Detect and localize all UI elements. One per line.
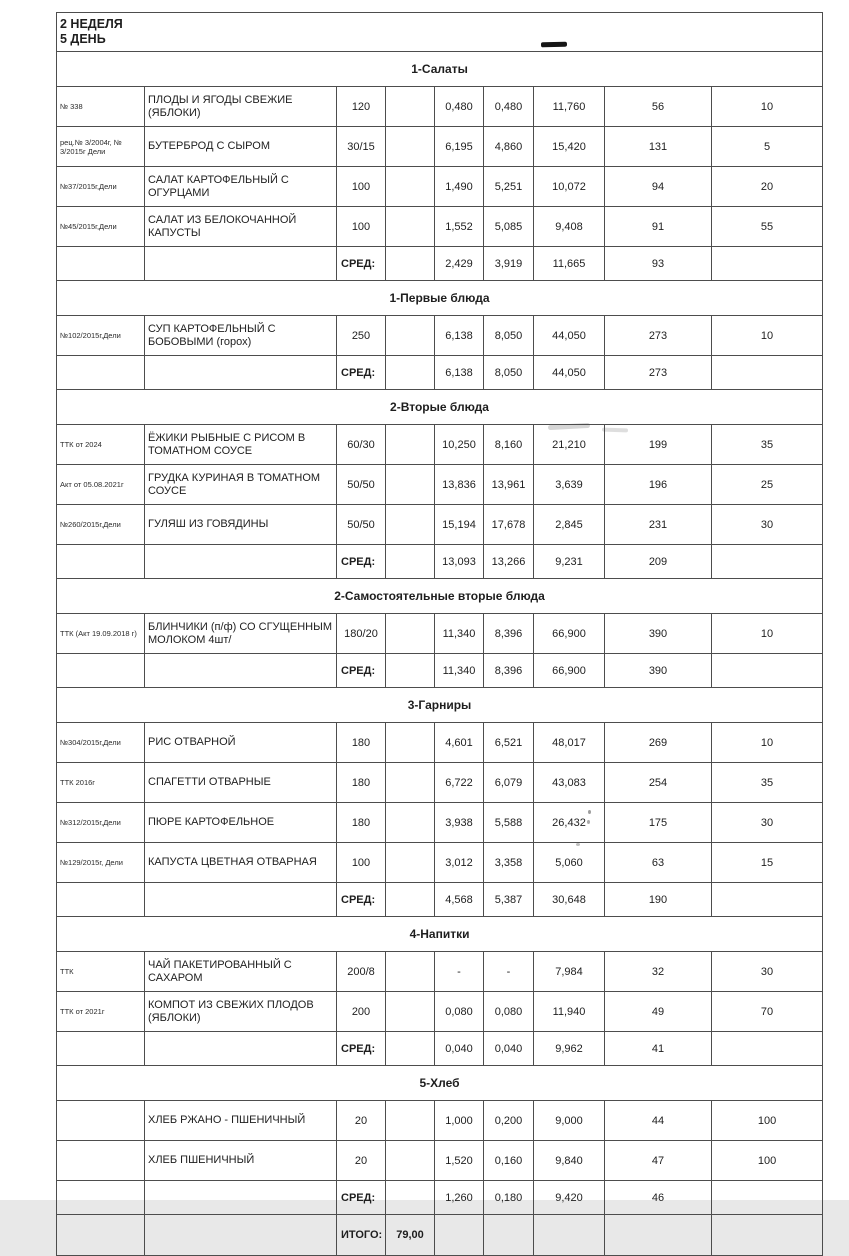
cell-value-2: 0,040 — [484, 1032, 534, 1066]
average-row — [57, 545, 823, 579]
cell-value-5 — [712, 1032, 823, 1066]
average-row — [57, 1032, 823, 1066]
cell-value-3 — [534, 1215, 605, 1256]
cell-value-4: 56 — [605, 87, 712, 127]
cell-value-4: 199 — [605, 425, 712, 465]
cell-extra — [386, 654, 435, 688]
cell-value-1: 6,138 — [435, 316, 484, 356]
cell-portion: 180/20 — [337, 614, 386, 654]
cell-value-2: 0,180 — [484, 1181, 534, 1215]
cell-extra — [386, 614, 435, 654]
cell-value-4: 41 — [605, 1032, 712, 1066]
cell-portion: ИТОГО: — [337, 1215, 386, 1256]
cell-value-4: 47 — [605, 1141, 712, 1181]
cell-extra — [386, 207, 435, 247]
cell-recipe-ref — [57, 654, 145, 688]
cell-extra — [386, 952, 435, 992]
cell-recipe-ref — [57, 1101, 145, 1141]
cell-extra — [386, 992, 435, 1032]
cell-value-1: 3,012 — [435, 843, 484, 883]
cell-recipe-ref: №129/2015г, Дели — [57, 843, 145, 883]
cell-value-1: 11,340 — [435, 654, 484, 688]
average-row — [57, 356, 823, 390]
cell-value-4: 254 — [605, 763, 712, 803]
dish-row — [57, 207, 823, 247]
cell-extra — [386, 723, 435, 763]
cell-value-1: 11,340 — [435, 614, 484, 654]
cell-extra — [386, 127, 435, 167]
cell-value-5: 10 — [712, 87, 823, 127]
day-label: 5 ДЕНЬ — [60, 32, 106, 46]
cell-value-1 — [435, 1215, 484, 1256]
cell-value-5: 10 — [712, 723, 823, 763]
cell-value-2: 6,521 — [484, 723, 534, 763]
cell-recipe-ref — [57, 883, 145, 917]
cell-portion: СРЕД: — [337, 1181, 386, 1215]
cell-value-5 — [712, 1215, 823, 1256]
cell-extra — [386, 465, 435, 505]
cell-portion: 20 — [337, 1101, 386, 1141]
cell-dish-name: КОМПОТ ИЗ СВЕЖИХ ПЛОДОВ (ЯБЛОКИ) — [145, 992, 337, 1032]
cell-value-5: 100 — [712, 1141, 823, 1181]
total-row — [57, 1215, 823, 1256]
cell-extra — [386, 545, 435, 579]
cell-dish-name: ПЛОДЫ И ЯГОДЫ СВЕЖИЕ (ЯБЛОКИ) — [145, 87, 337, 127]
menu-table — [56, 12, 823, 1256]
cell-dish-name: ПЮРЕ КАРТОФЕЛЬНОЕ — [145, 803, 337, 843]
cell-value-1: 4,601 — [435, 723, 484, 763]
cell-value-3: 9,962 — [534, 1032, 605, 1066]
cell-value-1: 0,080 — [435, 992, 484, 1032]
cell-value-4: 91 — [605, 207, 712, 247]
dish-row — [57, 167, 823, 207]
cell-extra — [386, 505, 435, 545]
cell-extra — [386, 803, 435, 843]
cell-value-1: 1,000 — [435, 1101, 484, 1141]
cell-value-3: 9,840 — [534, 1141, 605, 1181]
cell-value-3: 9,000 — [534, 1101, 605, 1141]
cell-portion: 100 — [337, 843, 386, 883]
cell-dish-name: САЛАТ ИЗ БЕЛОКОЧАННОЙ КАПУСТЫ — [145, 207, 337, 247]
cell-dish-name: СУП КАРТОФЕЛЬНЫЙ С БОБОВЫМИ (горох) — [145, 316, 337, 356]
cell-value-1: 0,040 — [435, 1032, 484, 1066]
dish-row — [57, 1141, 823, 1181]
cell-value-2: 8,396 — [484, 614, 534, 654]
cell-value-5: 10 — [712, 614, 823, 654]
cell-value-4: 273 — [605, 356, 712, 390]
dish-row — [57, 425, 823, 465]
cell-recipe-ref: № 338 — [57, 87, 145, 127]
cell-dish-name — [145, 247, 337, 281]
cell-value-5 — [712, 247, 823, 281]
cell-dish-name: ХЛЕБ РЖАНО - ПШЕНИЧНЫЙ — [145, 1101, 337, 1141]
cell-extra — [386, 1101, 435, 1141]
cell-value-3: 3,639 — [534, 465, 605, 505]
cell-portion: 120 — [337, 87, 386, 127]
cell-portion: 100 — [337, 207, 386, 247]
cell-value-3: 66,900 — [534, 614, 605, 654]
section-title: 5-Хлеб — [57, 1066, 823, 1101]
cell-value-3: 9,408 — [534, 207, 605, 247]
cell-value-4: 273 — [605, 316, 712, 356]
cell-extra: 79,00 — [386, 1215, 435, 1256]
cell-dish-name — [145, 1181, 337, 1215]
cell-portion: 200/8 — [337, 952, 386, 992]
cell-dish-name: ГУЛЯШ ИЗ ГОВЯДИНЫ — [145, 505, 337, 545]
cell-value-2: 8,050 — [484, 316, 534, 356]
cell-recipe-ref: ТТК (Акт 19.09.2018 г) — [57, 614, 145, 654]
cell-value-1: 6,195 — [435, 127, 484, 167]
cell-value-1: 2,429 — [435, 247, 484, 281]
cell-value-2: 0,200 — [484, 1101, 534, 1141]
cell-value-5 — [712, 883, 823, 917]
cell-value-4: 175 — [605, 803, 712, 843]
cell-value-4: 49 — [605, 992, 712, 1032]
cell-extra — [386, 883, 435, 917]
cell-dish-name: САЛАТ КАРТОФЕЛЬНЫЙ С ОГУРЦАМИ — [145, 167, 337, 207]
cell-value-1: 3,938 — [435, 803, 484, 843]
cell-portion: 60/30 — [337, 425, 386, 465]
cell-portion: 50/50 — [337, 465, 386, 505]
cell-value-1: 1,260 — [435, 1181, 484, 1215]
cell-value-2: 17,678 — [484, 505, 534, 545]
dish-row — [57, 723, 823, 763]
cell-extra — [386, 1032, 435, 1066]
average-row — [57, 883, 823, 917]
cell-value-5: 35 — [712, 763, 823, 803]
cell-value-2: 5,251 — [484, 167, 534, 207]
cell-value-4: 44 — [605, 1101, 712, 1141]
cell-value-1: 1,490 — [435, 167, 484, 207]
cell-value-3: 48,017 — [534, 723, 605, 763]
cell-value-4: 196 — [605, 465, 712, 505]
cell-value-1: 1,552 — [435, 207, 484, 247]
cell-value-4: 190 — [605, 883, 712, 917]
cell-value-3: 15,420 — [534, 127, 605, 167]
section-header-row — [57, 52, 823, 87]
section-header-row — [57, 1066, 823, 1101]
cell-value-2 — [484, 1215, 534, 1256]
section-header-row — [57, 390, 823, 425]
dish-row — [57, 763, 823, 803]
cell-value-5: 15 — [712, 843, 823, 883]
dish-row — [57, 316, 823, 356]
cell-recipe-ref — [57, 1215, 145, 1256]
cell-dish-name: ЁЖИКИ РЫБНЫЕ С РИСОМ В ТОМАТНОМ СОУСЕ — [145, 425, 337, 465]
section-title: 2-Самостоятельные вторые блюда — [57, 579, 823, 614]
section-title: 4-Напитки — [57, 917, 823, 952]
cell-recipe-ref: ТТК 2016г — [57, 763, 145, 803]
cell-value-3: 44,050 — [534, 356, 605, 390]
cell-recipe-ref — [57, 247, 145, 281]
dish-row — [57, 843, 823, 883]
cell-recipe-ref: ТТК — [57, 952, 145, 992]
cell-recipe-ref: Акт от 05.08.2021г — [57, 465, 145, 505]
cell-value-3: 11,665 — [534, 247, 605, 281]
cell-value-1: 1,520 — [435, 1141, 484, 1181]
cell-value-4: 94 — [605, 167, 712, 207]
cell-portion: 180 — [337, 763, 386, 803]
cell-value-5 — [712, 356, 823, 390]
cell-portion: СРЕД: — [337, 247, 386, 281]
cell-value-2: 3,919 — [484, 247, 534, 281]
dish-row — [57, 803, 823, 843]
cell-portion: СРЕД: — [337, 654, 386, 688]
cell-value-4: 231 — [605, 505, 712, 545]
dish-row — [57, 992, 823, 1032]
cell-value-2: 3,358 — [484, 843, 534, 883]
cell-value-5: 30 — [712, 803, 823, 843]
cell-recipe-ref: №45/2015г,Дели — [57, 207, 145, 247]
average-row — [57, 247, 823, 281]
cell-dish-name — [145, 883, 337, 917]
cell-value-2: - — [484, 952, 534, 992]
cell-value-4: 390 — [605, 614, 712, 654]
cell-dish-name: СПАГЕТТИ ОТВАРНЫЕ — [145, 763, 337, 803]
cell-value-3: 66,900 — [534, 654, 605, 688]
cell-extra — [386, 1181, 435, 1215]
cell-value-4: 32 — [605, 952, 712, 992]
average-row — [57, 654, 823, 688]
cell-value-1: 13,836 — [435, 465, 484, 505]
cell-value-2: 13,961 — [484, 465, 534, 505]
cell-extra — [386, 247, 435, 281]
dish-row — [57, 1101, 823, 1141]
cell-portion: 20 — [337, 1141, 386, 1181]
cell-value-5: 25 — [712, 465, 823, 505]
cell-extra — [386, 356, 435, 390]
dish-row — [57, 465, 823, 505]
dish-row — [57, 127, 823, 167]
cell-dish-name — [145, 1215, 337, 1256]
cell-dish-name: КАПУСТА ЦВЕТНАЯ ОТВАРНАЯ — [145, 843, 337, 883]
cell-value-2: 5,588 — [484, 803, 534, 843]
cell-value-3: 11,760 — [534, 87, 605, 127]
cell-value-2: 0,080 — [484, 992, 534, 1032]
cell-value-1: 15,194 — [435, 505, 484, 545]
section-header-row — [57, 688, 823, 723]
cell-value-4: 46 — [605, 1181, 712, 1215]
cell-recipe-ref: ТТК от 2024 — [57, 425, 145, 465]
cell-value-3: 11,940 — [534, 992, 605, 1032]
cell-value-2: 6,079 — [484, 763, 534, 803]
cell-recipe-ref — [57, 1141, 145, 1181]
cell-value-1: 4,568 — [435, 883, 484, 917]
cell-dish-name — [145, 356, 337, 390]
cell-portion: СРЕД: — [337, 1032, 386, 1066]
dish-row — [57, 952, 823, 992]
cell-value-5: 30 — [712, 505, 823, 545]
cell-value-2: 5,387 — [484, 883, 534, 917]
cell-value-3: 26,432 — [534, 803, 605, 843]
cell-value-2: 5,085 — [484, 207, 534, 247]
cell-extra — [386, 1141, 435, 1181]
dish-row — [57, 505, 823, 545]
cell-extra — [386, 87, 435, 127]
dish-row — [57, 614, 823, 654]
cell-portion: СРЕД: — [337, 356, 386, 390]
cell-dish-name: ЧАЙ ПАКЕТИРОВАННЫЙ С САХАРОМ — [145, 952, 337, 992]
cell-dish-name — [145, 545, 337, 579]
cell-value-3: 43,083 — [534, 763, 605, 803]
cell-value-5: 30 — [712, 952, 823, 992]
cell-extra — [386, 316, 435, 356]
cell-value-1: - — [435, 952, 484, 992]
cell-recipe-ref: №312/2015г,Дели — [57, 803, 145, 843]
cell-value-1: 6,138 — [435, 356, 484, 390]
cell-value-2: 0,160 — [484, 1141, 534, 1181]
cell-dish-name: РИС ОТВАРНОЙ — [145, 723, 337, 763]
cell-value-2: 8,160 — [484, 425, 534, 465]
cell-recipe-ref — [57, 1032, 145, 1066]
cell-value-2: 8,050 — [484, 356, 534, 390]
cell-value-5 — [712, 1181, 823, 1215]
section-title: 2-Вторые блюда — [57, 390, 823, 425]
cell-portion: 250 — [337, 316, 386, 356]
cell-dish-name — [145, 654, 337, 688]
cell-recipe-ref: рец.№ 3/2004г, № 3/2015г Дели — [57, 127, 145, 167]
cell-value-5: 55 — [712, 207, 823, 247]
cell-portion: 100 — [337, 167, 386, 207]
cell-value-5 — [712, 654, 823, 688]
average-row — [57, 1181, 823, 1215]
cell-value-1: 6,722 — [435, 763, 484, 803]
cell-value-3: 10,072 — [534, 167, 605, 207]
cell-portion: СРЕД: — [337, 545, 386, 579]
cell-dish-name: ХЛЕБ ПШЕНИЧНЫЙ — [145, 1141, 337, 1181]
cell-value-3: 2,845 — [534, 505, 605, 545]
cell-value-4: 131 — [605, 127, 712, 167]
cell-recipe-ref: №304/2015г,Дели — [57, 723, 145, 763]
cell-portion: 180 — [337, 803, 386, 843]
cell-portion: СРЕД: — [337, 883, 386, 917]
cell-portion: 180 — [337, 723, 386, 763]
cell-recipe-ref — [57, 1181, 145, 1215]
cell-recipe-ref: №102/2015г,Дели — [57, 316, 145, 356]
cell-value-4: 390 — [605, 654, 712, 688]
cell-value-1: 0,480 — [435, 87, 484, 127]
cell-value-1: 13,093 — [435, 545, 484, 579]
cell-recipe-ref: ТТК от 2021г — [57, 992, 145, 1032]
cell-value-5: 70 — [712, 992, 823, 1032]
cell-value-5: 100 — [712, 1101, 823, 1141]
cell-value-3: 7,984 — [534, 952, 605, 992]
dish-row — [57, 87, 823, 127]
cell-value-2: 8,396 — [484, 654, 534, 688]
cell-value-2: 13,266 — [484, 545, 534, 579]
cell-value-1: 10,250 — [435, 425, 484, 465]
section-header-row — [57, 281, 823, 316]
cell-value-4 — [605, 1215, 712, 1256]
cell-value-4: 209 — [605, 545, 712, 579]
cell-value-5 — [712, 545, 823, 579]
cell-dish-name: ГРУДКА КУРИНАЯ В ТОМАТНОМ СОУСЕ — [145, 465, 337, 505]
week-label: 2 НЕДЕЛЯ — [60, 17, 123, 31]
cell-portion: 50/50 — [337, 505, 386, 545]
cell-recipe-ref — [57, 356, 145, 390]
cell-recipe-ref: №37/2015г,Дели — [57, 167, 145, 207]
section-header-row — [57, 579, 823, 614]
cell-value-3: 44,050 — [534, 316, 605, 356]
cell-value-5: 20 — [712, 167, 823, 207]
cell-value-5: 5 — [712, 127, 823, 167]
cell-dish-name: БЛИНЧИКИ (п/ф) СО СГУЩЕННЫМ МОЛОКОМ 4шт/ — [145, 614, 337, 654]
cell-value-5: 35 — [712, 425, 823, 465]
cell-value-4: 269 — [605, 723, 712, 763]
cell-value-5: 10 — [712, 316, 823, 356]
week-day-cell — [57, 13, 823, 52]
cell-extra — [386, 167, 435, 207]
cell-value-3: 9,231 — [534, 545, 605, 579]
cell-value-3: 5,060 — [534, 843, 605, 883]
cell-value-2: 0,480 — [484, 87, 534, 127]
week-day-row — [57, 13, 823, 52]
cell-recipe-ref — [57, 545, 145, 579]
cell-value-4: 63 — [605, 843, 712, 883]
section-header-row — [57, 917, 823, 952]
cell-extra — [386, 425, 435, 465]
cell-recipe-ref: №260/2015г,Дели — [57, 505, 145, 545]
section-title: 1-Салаты — [57, 52, 823, 87]
cell-value-3: 30,648 — [534, 883, 605, 917]
cell-dish-name: БУТЕРБРОД С СЫРОМ — [145, 127, 337, 167]
cell-portion: 200 — [337, 992, 386, 1032]
cell-extra — [386, 763, 435, 803]
cell-portion: 30/15 — [337, 127, 386, 167]
cell-value-3: 21,210 — [534, 425, 605, 465]
cell-dish-name — [145, 1032, 337, 1066]
section-title: 3-Гарниры — [57, 688, 823, 723]
cell-value-2: 4,860 — [484, 127, 534, 167]
section-title: 1-Первые блюда — [57, 281, 823, 316]
cell-extra — [386, 843, 435, 883]
cell-value-3: 9,420 — [534, 1181, 605, 1215]
cell-value-4: 93 — [605, 247, 712, 281]
